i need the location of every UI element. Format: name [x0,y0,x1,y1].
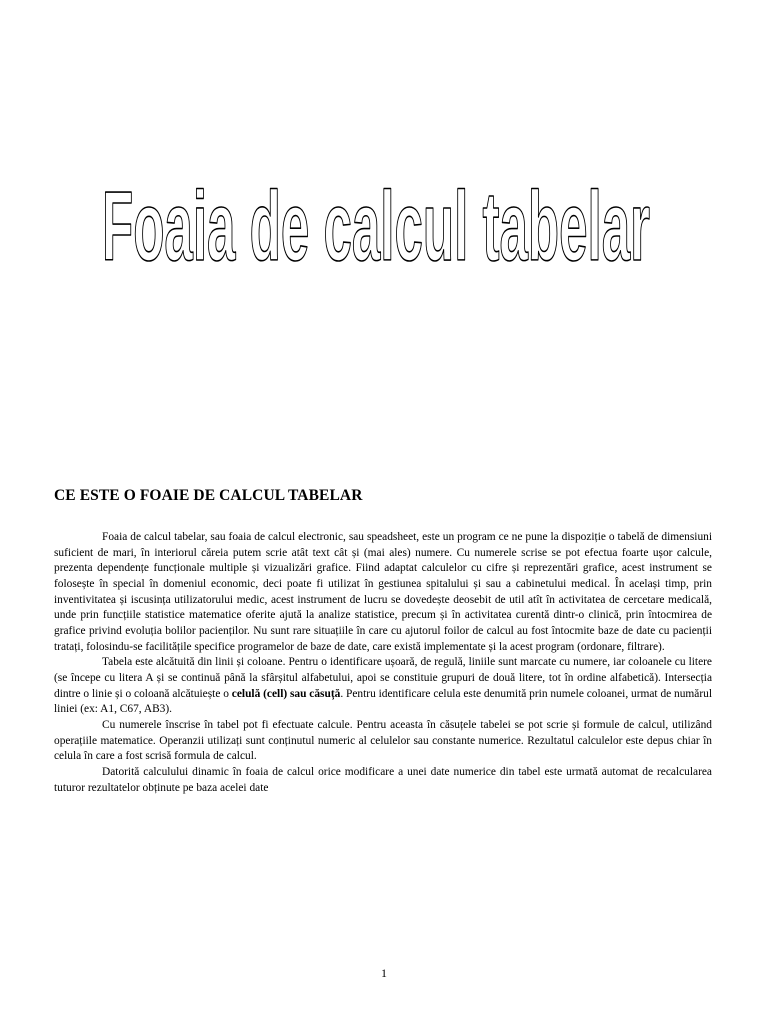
paragraph-text: . Pentru identificare celula este denumită prin numele coloanei, urmat de numărul liniei (ex: A1, C67, AB3). [54,687,713,716]
bold-term: celulă (cell) sau căsuță [231,687,341,700]
paragraph-text: Tabela este alcătuită din linii și coloane. Pentru o identificare ușoară, de regulă, liniile sunt marcate cu numere, iar coloanele cu litere (se începe cu litera A și se continuă până la sfârșitul alfabetului, apoi se constituie grupuri de două litere, tot în ordine alfabetică). Intersecția dintre o linie și o coloană alcătuiește o [54,656,712,700]
paragraph: Datorită calculului dinamic în foaia de calcul orice modificare a unei date numerice din tabel este urmată automat de recalcularea tuturor rezultatelor obținute pe baza acelei date [54,765,712,794]
page-number: 1 [381,966,387,980]
document-title: Foaia de calcul tabelar [102,171,650,281]
document-body [54,530,712,796]
wordart-title [96,142,656,290]
wordart-title-graphic [96,142,656,290]
paragraph [54,655,712,718]
section-heading: CE ESTE O FOAIE DE CALCUL TABELAR [54,487,363,504]
paragraph: Cu numerele înscrise în tabel pot fi efectuate calcule. Pentru aceasta în căsuțele tabelei se pot scrie și formule de calcul, utilizând operațiile matematice. Operanzii utilizați sunt conținutul numeric al celulelor sau constante numerice. Rezultatul calculelor este depus chiar în celula în care a fost scrisă formula de calcul. [54,718,712,763]
paragraph: Foaia de calcul tabelar, sau foaia de calcul electronic, sau speadsheet, este un program ce ne pune la dispoziție o tabelă de dimensiuni suficient de mari, în interiorul căreia putem scrie atât text cât și (mai ales) numere. Cu numerele scrise se pot efectua foarte ușor calcule, prezenta dependențe funcționale multiple și vizualizări grafice. Fiind adaptat calculelor cu cifre și reprezentări grafice, acest instrument se folosește în special în domeniul economic, deci poate fi utilizat în gestiunea spitalului și sau a cabinetului medical. În același timp, prin inventivitatea și iscusința utilizatorului medic, acest instrument de lucru se dovedește deosebit de util atît în activitatea de cercetare medicală, unde prin funcțiile statistice matematice oferite ajută la analize statistice, precum și în activitatea curentă dintr-o clinică, prin întocmirea de grafice privind evoluția bolilor pacienților. Nu sunt rare situațiile în care cu ajutorul foilor de calcul au fost întocmite baze de date cu pacienții tratați, folosindu-se facilitățile specifice programelor de baze de date, care există implementate și la acest program (ordonare, filtrare). [54,531,712,653]
